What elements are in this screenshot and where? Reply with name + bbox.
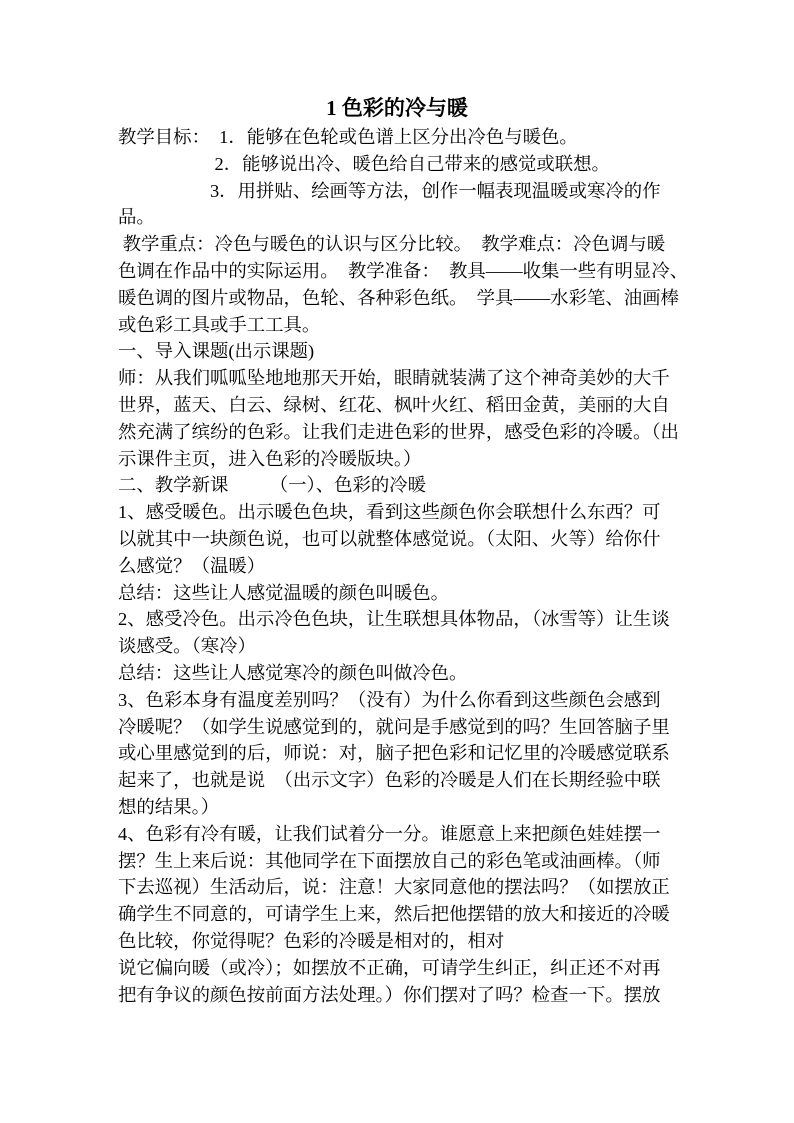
text-line: 4、色彩有冷有暖，让我们试着分一分。谁愿意上来把颜色娃娃摆一 (118, 823, 661, 844)
text-line: 世界，蓝天、白云、绿树、红花、枫叶火红、稻田金黄，美丽的大自 (118, 394, 670, 415)
text-line: 暖色调的图片或物品，色轮、各种彩色纸。 学具——水彩笔、油画棒 (118, 287, 679, 308)
text-line: 品。 (118, 207, 155, 228)
text-line: 教学目标： 1．能够在色轮或色谱上区分出冷色与暖色。 (118, 127, 578, 147)
text-line: 想的结果。） (118, 796, 220, 817)
text-line: 下去巡视）生活动后，说：注意！大家同意他的摆法吗？（如摆放正 (118, 877, 670, 898)
text-line: 或色彩工具或手工工具。 (118, 314, 321, 335)
text-line: 么感觉？（温暖） (118, 555, 266, 576)
text-line: 一、导入课题(出示课题) (118, 341, 315, 362)
text-line: 然充满了缤纷的色彩。让我们走进色彩的世界，感受色彩的冷暖。（出 (118, 421, 679, 442)
text-line: 确学生不同意的，可请学生上来，然后把他摆错的放大和接近的冷暖 (118, 904, 670, 925)
document-content (118, 92, 689, 1008)
text-line: 2、感受冷色。出示冷色色块，让生联想具体物品，（冰雪等）让生谈 (118, 609, 670, 630)
text-line: 示课件主页，进入色彩的冷暖版块。） (118, 448, 422, 469)
text-line: 色调在作品中的实际运用。 教学准备： 教具——收集一些有明显冷、 (118, 260, 689, 281)
text-line: 或心里感觉到的后，师说：对，脑子把色彩和记忆里的冷暖感觉联系 (118, 743, 670, 764)
text-line: 说它偏向暖（或冷）；如摆放不正确，可请学生纠正，纠正还不对再 (118, 957, 661, 978)
text-line: 起来了，也就是说 （出示文字）色彩的冷暖是人们在长期经验中联 (118, 770, 661, 791)
text-line: 谈感受。（寒冷） (118, 636, 256, 657)
text-line: 师：从我们呱呱坠地地那天开始，眼睛就装满了这个神奇美妙的大千 (118, 368, 670, 389)
text-line: 二、教学新课 （一）、色彩的冷暖 (118, 475, 427, 496)
text-line: 总结：这些让人感觉寒冷的颜色叫做冷色。 (118, 662, 468, 683)
text-line: 3、色彩本身有温度差别吗？（没有）为什么你看到这些颜色会感到 (118, 689, 661, 710)
text-line: 冷暖呢？（如学生说感觉到的，就问是手感觉到的吗？生回答脑子里 (118, 716, 670, 737)
text-line: 2．能够说出冷、暖色给自己带来的感觉或联想。 (118, 153, 610, 174)
text-line: 3．用拼贴、绘画等方法，创作一幅表现温暖或寒冷的作 (118, 180, 661, 201)
text-line: 摆？生上来后说：其他同学在下面摆放自己的彩色笔或油画棒。（师 (118, 850, 661, 871)
text-line: 1、感受暖色。出示暖色色块，看到这些颜色你会联想什么东西？可 (118, 502, 661, 523)
text-line: 把有争议的颜色按前面方法处理。）你们摆对了吗？检查一下。摆放 (118, 984, 661, 1005)
text-line: 色比较，你觉得呢？色彩的冷暖是相对的，相对 (118, 930, 505, 951)
text-line: 以就其中一块颜色说，也可以就整体感觉说。（太阳、火等）给你什 (118, 528, 661, 549)
text-line: 教学重点：冷色与暖色的认识与区分比较。 教学难点：冷色调与暖 (118, 234, 666, 255)
text-line: 总结：这些让人感觉温暖的颜色叫暖色。 (118, 582, 450, 603)
document-title: 1 色彩的冷与暖 (326, 96, 468, 120)
